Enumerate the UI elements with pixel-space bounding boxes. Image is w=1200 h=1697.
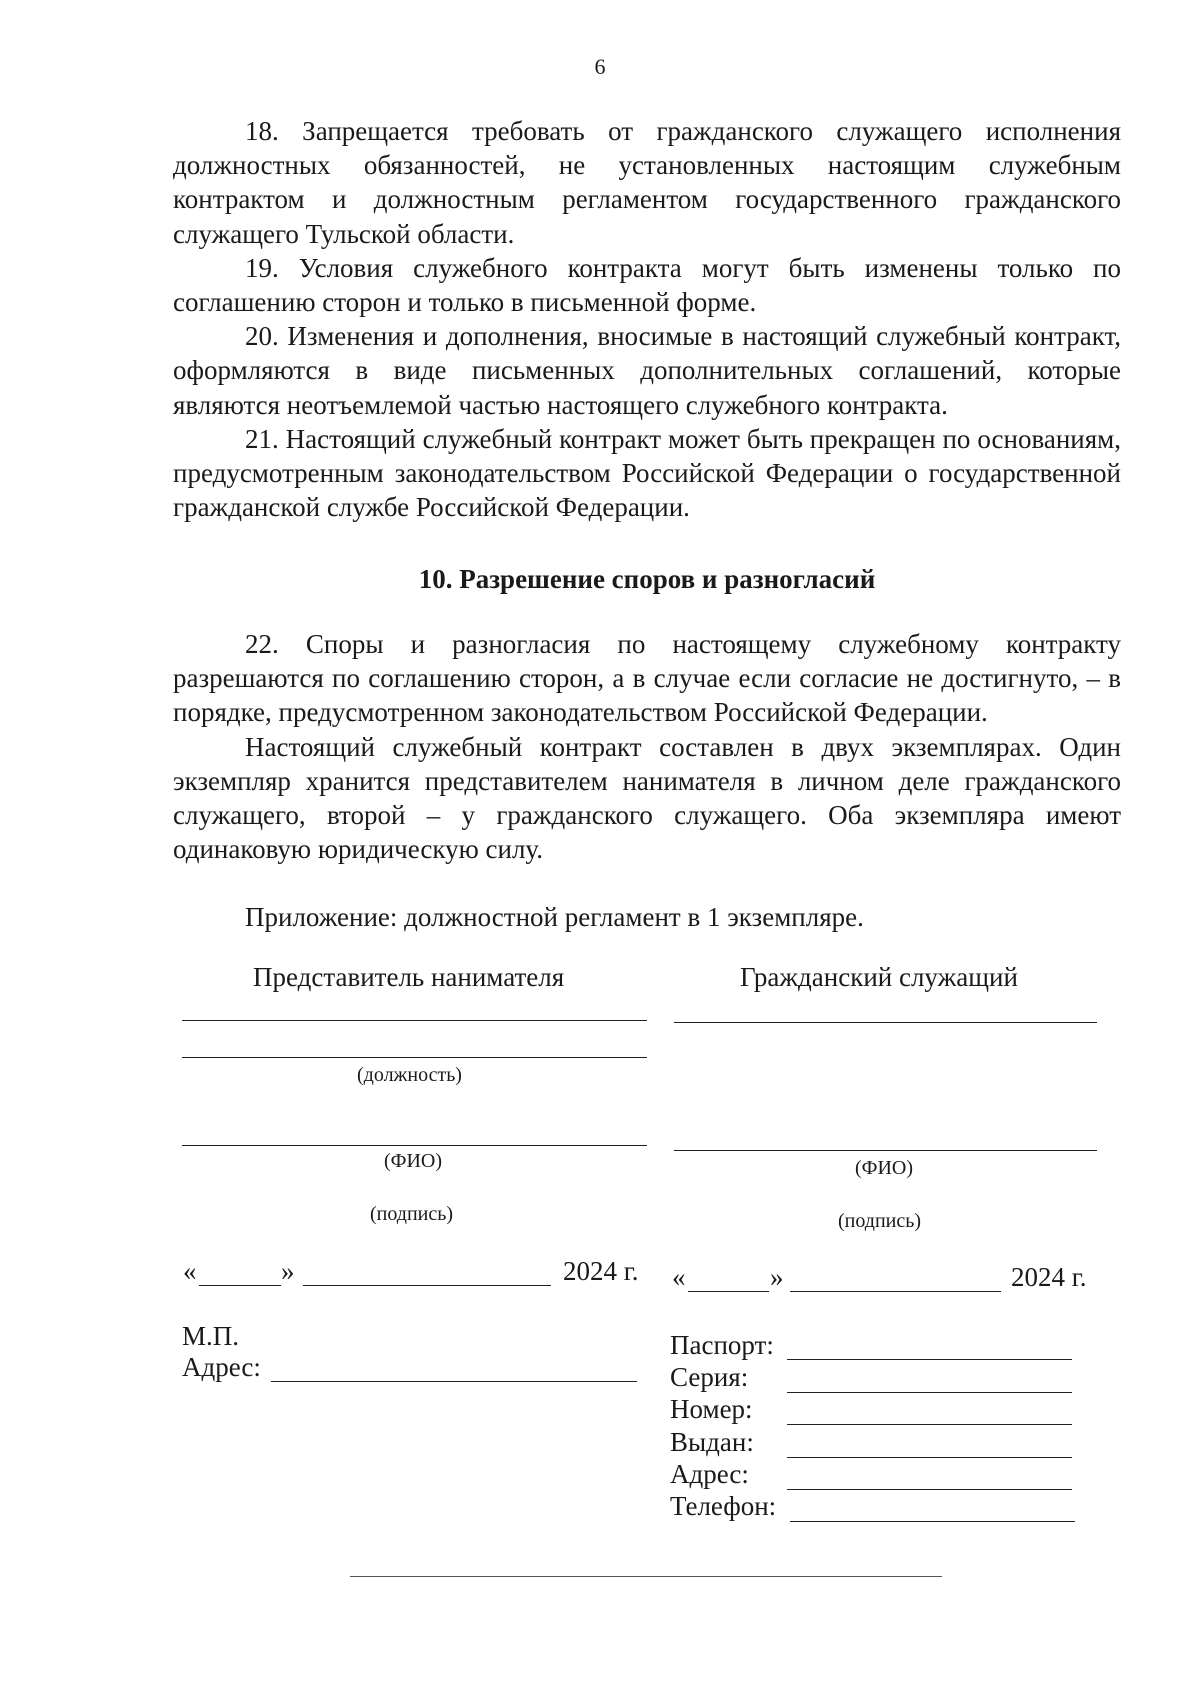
left-position-line xyxy=(182,1057,647,1058)
contract-clauses-bottom xyxy=(173,627,1121,866)
issued-line xyxy=(787,1457,1072,1458)
phone-label: Телефон: xyxy=(670,1491,777,1521)
right-date-open: « xyxy=(672,1262,686,1292)
right-party-title: Гражданский служащий xyxy=(740,962,1018,992)
stamp-label: М.П. xyxy=(182,1321,240,1351)
right-name-line xyxy=(674,1150,1097,1151)
phone-line xyxy=(790,1521,1075,1522)
issued-label: Выдан: xyxy=(670,1427,754,1457)
appendix-note: Приложение: должностной регламент в 1 экземпляре. xyxy=(245,902,864,932)
series-label: Серия: xyxy=(670,1362,749,1392)
left-year: 2024 г. xyxy=(563,1256,639,1286)
number-line xyxy=(787,1424,1072,1425)
clause-22: 22. Споры и разногласия по настоящему служебному контракту разрешаются по соглашению сторон, а в случае если согласие не достигнуто, – в порядке, предусмотренном законодательством Российской Федерации. xyxy=(173,629,1121,728)
passport-label: Паспорт: xyxy=(670,1330,774,1360)
right-signature-caption: (подпись) xyxy=(838,1210,922,1232)
number-label: Номер: xyxy=(670,1394,753,1424)
contract-clauses-top xyxy=(173,114,1121,524)
left-party-title: Представитель нанимателя xyxy=(253,962,565,992)
right-address-line xyxy=(787,1489,1072,1490)
passport-line xyxy=(787,1359,1072,1360)
left-signature-caption: (подпись) xyxy=(370,1203,454,1225)
clause-19: 19. Условия служебного контракта могут быть изменены только по соглашению сторон и только в письменной форме. xyxy=(173,252,1121,318)
clause-21: 21. Настоящий служебный контракт может быть прекращен по основаниям, предусмотренным законодательством Российской Федерации о государственной гражданской службе Российской Федерации. xyxy=(173,423,1121,523)
left-address-line xyxy=(271,1381,637,1382)
right-year: 2024 г. xyxy=(1011,1262,1087,1292)
right-line-1 xyxy=(674,1022,1097,1023)
right-day-line xyxy=(688,1291,769,1292)
right-name-caption: (ФИО) xyxy=(855,1157,914,1179)
footer-rule xyxy=(350,1576,942,1577)
series-line xyxy=(787,1392,1072,1393)
left-month-line xyxy=(303,1285,551,1286)
clause-18: 18. Запрещается требовать от гражданского служащего исполнения должностных обязанностей, не установленных настоящим служебным контрактом и должностным регламентом государственного гражданского служащего Тульской области. xyxy=(173,116,1121,249)
left-day-line xyxy=(199,1285,281,1286)
section-heading: 10. Разрешение споров и разногласий xyxy=(418,564,876,594)
copies-clause: Настоящий служебный контракт составлен в двух экземплярах. Один экземпляр хранится представителем нанимателя в личном деле гражданского служащего, второй – у гражданского служащего. Оба экземпляра имеют одинаковую юридическую силу. xyxy=(173,731,1121,865)
left-position-caption: (должность) xyxy=(357,1064,462,1086)
left-date-close: » xyxy=(281,1256,295,1286)
clause-20: 20. Изменения и дополнения, вносимые в настоящий служебный контракт, оформляются в виде письменных дополнительных соглашений, которые являются неотъемлемой частью настоящего служебного контракта. xyxy=(173,321,1121,420)
left-address-label: Адрес: xyxy=(182,1352,261,1382)
right-month-line xyxy=(790,1291,1001,1292)
left-name-caption: (ФИО) xyxy=(384,1150,443,1172)
page-number: 6 xyxy=(594,54,606,79)
right-address-label: Адрес: xyxy=(670,1459,749,1489)
left-line-1 xyxy=(182,1020,647,1021)
left-date-open: « xyxy=(183,1256,197,1286)
left-name-line xyxy=(182,1145,647,1146)
right-date-close: » xyxy=(770,1262,784,1292)
